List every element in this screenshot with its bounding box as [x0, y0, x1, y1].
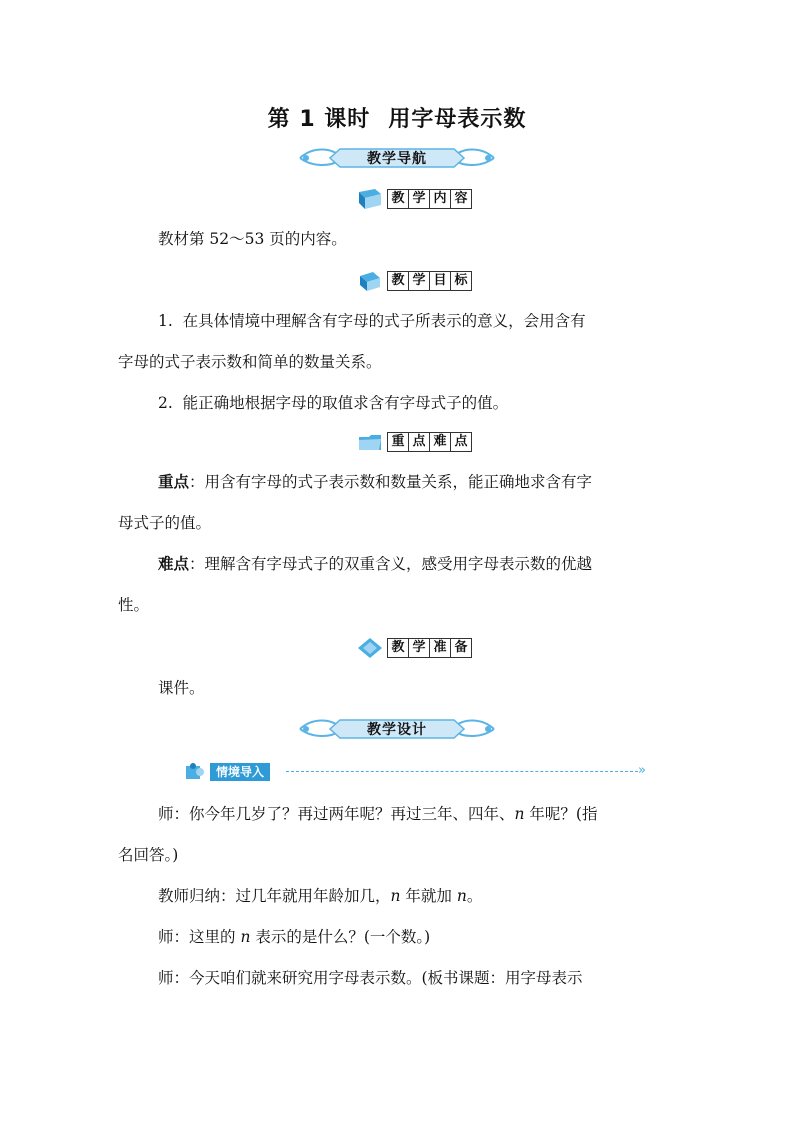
difficulty-paragraph — [118, 544, 678, 626]
prep-text: 课件。 — [158, 679, 205, 697]
diamond-icon — [357, 637, 383, 659]
dialogue-line-1 — [118, 794, 678, 876]
banner-label: 教学设计 — [367, 722, 427, 738]
lesson-topic: 用字母表示数 — [388, 107, 527, 132]
goal-1 — [118, 301, 678, 383]
dialogue-text: 。 — [466, 887, 483, 905]
variable-n: n — [240, 928, 251, 946]
dialogue-text: 师：你今年几岁了？再过两年呢？再过三年、四年、 — [158, 805, 515, 823]
subhead-char: 标 — [451, 272, 471, 290]
section-tag-intro — [184, 762, 654, 782]
content-paragraph — [118, 219, 678, 260]
banner-teaching-guide — [0, 145, 794, 171]
book-icon — [357, 188, 383, 210]
dialogue-text: 名回答。) — [118, 846, 179, 864]
target-icon — [357, 270, 383, 292]
subhead-char: 学 — [409, 639, 430, 657]
double-arrow-icon: » — [638, 763, 646, 778]
lesson-number: 第 1 课时 — [267, 107, 371, 132]
subhead-char: 点 — [451, 433, 471, 451]
goal-2-number: 2. — [158, 394, 173, 412]
dialogue-line-4 — [118, 958, 678, 999]
subhead-char: 教 — [388, 272, 409, 290]
key-point-line2: 母式子的值。 — [118, 514, 212, 532]
subhead-char: 学 — [409, 190, 430, 208]
dialogue-line-2 — [118, 876, 678, 917]
subhead-teaching-prep — [357, 636, 472, 660]
difficulty-label: 难点 — [158, 555, 190, 573]
goal-2-text: 能正确地根据字母的取值求含有字母式子的值。 — [182, 394, 509, 412]
dialogue-text: 年呢？(指 — [524, 805, 598, 823]
subhead-char: 教 — [388, 639, 409, 657]
subhead-char: 准 — [430, 639, 451, 657]
variable-n: n — [456, 887, 467, 905]
dialogue-text: 教师归纳：过几年就用年龄加几， — [158, 887, 391, 905]
dialogue-text: 年就加 — [400, 887, 457, 905]
subhead-key-points — [357, 430, 472, 454]
section-tag-label: 情境导入 — [210, 763, 270, 781]
banner-label: 教学导航 — [367, 151, 427, 167]
dialogue-text: 师：今天咱们就来研究用字母表示数。(板书课题：用字母表示 — [158, 969, 583, 987]
banner-teaching-design — [0, 716, 794, 742]
dialogue-text: 表示的是什么？(一个数。) — [250, 928, 431, 946]
goal-2 — [118, 383, 678, 424]
key-point-paragraph — [118, 462, 678, 544]
dialogue-text: 师：这里的 — [158, 928, 241, 946]
subhead-teaching-content — [357, 187, 472, 211]
subhead-char: 学 — [409, 272, 430, 290]
dashed-divider — [286, 771, 638, 772]
subhead-char: 点 — [409, 433, 430, 451]
subhead-char: 内 — [430, 190, 451, 208]
subhead-char: 教 — [388, 190, 409, 208]
puzzle-icon — [184, 762, 208, 782]
variable-n: n — [514, 805, 525, 823]
dialogue-line-3 — [118, 917, 678, 958]
subhead-char: 难 — [430, 433, 451, 451]
goal-1-line2: 字母的式子表示数和简单的数量关系。 — [118, 353, 382, 371]
content-text: 教材第 52～53 页的内容。 — [158, 230, 347, 248]
difficulty-line1: ：理解含有字母式子的双重含义，感受用字母表示数的优越 — [189, 555, 593, 573]
subhead-char: 备 — [451, 639, 471, 657]
prep-paragraph — [118, 668, 678, 709]
goal-1-number: 1. — [158, 312, 173, 330]
key-point-line1: ：用含有字母的式子表示数和数量关系，能正确地求含有字 — [189, 473, 593, 491]
subhead-teaching-goals — [357, 269, 472, 293]
subhead-char: 目 — [430, 272, 451, 290]
page-title — [0, 102, 794, 133]
key-point-label: 重点 — [158, 473, 190, 491]
subhead-char: 容 — [451, 190, 471, 208]
goal-1-line1: 在具体情境中理解含有字母的式子所表示的意义，会用含有 — [182, 312, 586, 330]
folder-icon — [357, 431, 383, 453]
subhead-char: 重 — [388, 433, 409, 451]
difficulty-line2: 性。 — [118, 596, 150, 614]
variable-n: n — [390, 887, 401, 905]
